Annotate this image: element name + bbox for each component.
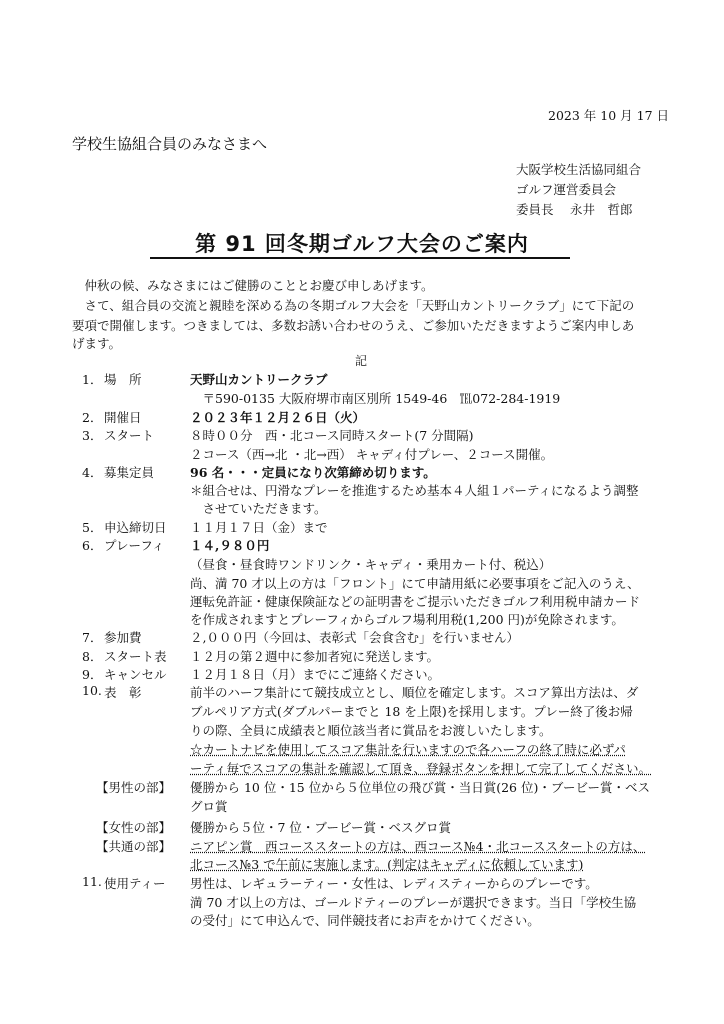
deadline: １１月１７日（金）まで [190, 520, 328, 535]
awards-common-2: 北コース№3 で午前に実施します。(判定はキャディに依頼しています) [190, 857, 584, 872]
venue-name: 天野山カントリークラブ [190, 372, 328, 387]
awards-women-label: 【女性の部】 [96, 820, 172, 835]
ki-heading: 記 [355, 354, 368, 368]
awards-common-label: 【共通の部】 [96, 839, 172, 854]
play-fee-note-3: を作成されますとプレーフィからゴルフ場利用税(1,200 円)が免除されます。 [190, 612, 624, 627]
awards-men-1: 優勝から 10 位・15 位から５位単位の飛び賞・当日賞(26 位)・ブービー賞・ベス [190, 780, 650, 795]
item-label-deadline: 申込締切日 [104, 520, 167, 535]
item-label-venue: 場 所 [104, 372, 142, 387]
title-underline [150, 257, 570, 259]
sender-org: 大阪学校生活協同組合 [516, 162, 642, 177]
item-label-start-sheet: スタート表 [104, 649, 167, 664]
item-number: 8． [82, 649, 103, 664]
sender-chair: 委員長 永井 哲郎 [516, 202, 633, 217]
tee-line-1: 男性は、レギュラーティー・女性は、レディスティーからのプレーです。 [190, 876, 598, 891]
play-fee: １４,９８０円 [190, 538, 270, 553]
start-sheet: １２月の第２週中に参加者宛に発送します。 [190, 649, 440, 664]
awards-common-1: ニアピン賞 西コーススタートの方は、西コース№4・北コーススタートの方は、 [190, 839, 646, 854]
awards-cart-note-1: ☆カートナビを使用してスコア集計を行いますので各ハーフの終了時に必ずパ [190, 742, 626, 757]
start-time: ８時００分 西・北コース同時スタート(7 分間隔) [190, 428, 474, 443]
course-info: ２コース（西→北 ・北→西） キャディ付プレー、２コース開催。 [190, 447, 554, 462]
item-number: 9． [82, 667, 103, 682]
item-label-date: 開催日 [104, 410, 142, 425]
capacity-note-1: ＊組合せは、円滑なプレーを推進するため基本４人組１パーティになるよう調整 [190, 483, 639, 498]
item-number: 3． [82, 428, 103, 443]
sender-committee: ゴルフ運営委員会 [516, 182, 617, 197]
entry-fee: ２,０００円（今回は、表彰式「会食含む」を行いません） [190, 630, 519, 645]
item-label-capacity: 募集定員 [104, 465, 155, 480]
item-number: 10. [82, 683, 102, 698]
item-label-tee: 使用ティー [104, 876, 166, 891]
awards-women: 優勝から５位・7 位・ブービー賞・ベスグロ賞 [190, 820, 452, 835]
awards-line-3: りの際、全員に成績表と順位該当者に賞品をお渡しいたします。 [190, 723, 552, 738]
item-label-cancel: キャンセル [104, 667, 167, 682]
item-label-play-fee: プレーフィ [104, 538, 165, 553]
cancel-info: １２月１８日（月）までにご連絡ください。 [190, 667, 441, 682]
item-number: 1． [82, 372, 103, 387]
item-number: 5． [82, 520, 103, 535]
recipient-line: 学校生協組合員のみなさまへ [72, 135, 268, 153]
item-number: 11. [82, 874, 102, 889]
item-number: 4． [82, 465, 103, 480]
item-label-start: スタート [104, 428, 155, 443]
item-label-awards: 表 彰 [104, 685, 142, 700]
item-number: 6． [82, 538, 103, 553]
play-fee-note-2: 運転免許証・健康保険証などの証明書をご提示いただきゴルフ利用税申請カード [190, 594, 641, 609]
awards-men-label: 【男性の部】 [96, 780, 172, 795]
play-fee-includes: （昼食・昼食時ワンドリンク・キャディ・乗用カート付、税込） [190, 557, 552, 572]
capacity-note-2: させていただきます。 [190, 501, 327, 516]
item-number: 7． [82, 630, 103, 645]
document-date: 2023 年 10 月 17 日 [548, 108, 669, 123]
document-title: 第 91 回冬期ゴルフ大会のご案内 [195, 232, 529, 256]
item-label-entry-fee: 参加費 [104, 630, 142, 645]
intro-line-2: さて、組合員の交流と親睦を深める為の冬期ゴルフ大会を「天野山カントリークラブ」にて下記の [72, 298, 635, 313]
capacity: 96 名・・・定員になり次第締め切ります。 [190, 465, 436, 480]
awards-cart-note-2: ーティ毎でスコアの集計を確認して頂き、登録ボタンを押して完了してください。 [190, 761, 652, 776]
item-number: 2． [82, 410, 103, 425]
play-fee-note-1: 尚、満 70 才以上の方は「フロント」にて申請用紙に必要事項をご記入のうえ、 [190, 576, 640, 591]
awards-men-2: グロ賞 [190, 799, 228, 814]
intro-line-3: 要項で開催します。つきましては、多数お誘い合わせのうえ、ご参加いただきますようご案内申しあ [72, 318, 635, 333]
tee-line-3: の受付」にて申込んで、同伴競技者にお声をかけてください。 [190, 913, 540, 928]
event-date: ２０２３年１２月２６日（火） [190, 410, 366, 425]
awards-line-1: 前半のハーフ集計にて競技成立とし、順位を確定します。スコア算出方法は、ダ [190, 685, 639, 700]
venue-address: 〒590-0135 大阪府堺市南区別所 1549-46 ℡072-284-1919 [190, 391, 561, 406]
tee-line-2: 満 70 才以上の方は、ゴールドティーのプレーが選択できます。当日「学校生協 [190, 895, 637, 910]
intro-line-1: 仲秋の候、みなさまにはご健勝のこととお慶び申しあげます。 [72, 278, 434, 293]
intro-line-4: げます。 [72, 336, 122, 351]
awards-line-2: ブルペリア方式(ダブルパーまでと 18 を上限)を採用します。プレー終了後お帰 [190, 704, 633, 719]
